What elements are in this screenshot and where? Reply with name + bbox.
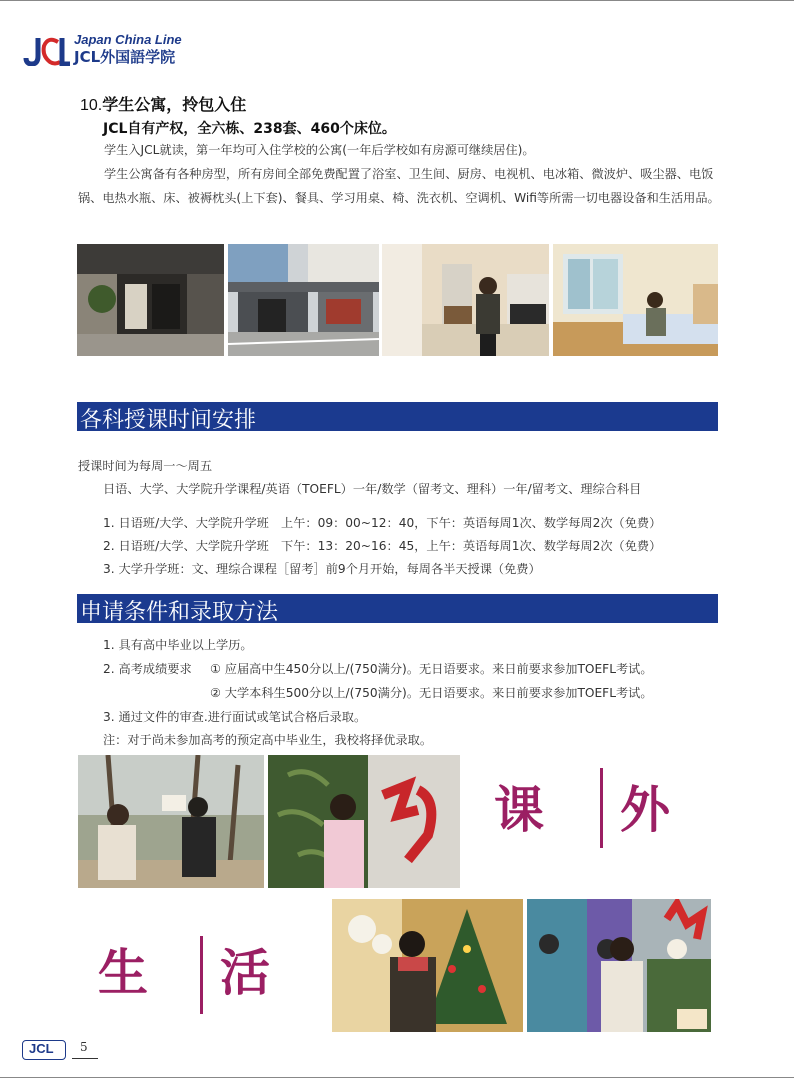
admission-item-1: 1. 具有高中毕业以上学历。: [103, 638, 253, 652]
admission-note: 注：对于尚未参加高考的预定高中毕业生，我校将择优录取。: [103, 733, 433, 747]
logo-english: Japan China Line: [74, 32, 182, 47]
page-number-underline: [72, 1058, 98, 1059]
schedule-intro: 授课时间为每周一～周五: [78, 459, 213, 473]
section-number: 10.: [80, 97, 103, 114]
life-photo-christmas: [332, 899, 523, 1032]
schedule-item-2: 2. 日语班/大学、大学院升学班 下午：13：20~16：45，上午：英语每周1次、数学每周2次（免费）: [103, 539, 662, 553]
dormitory-paragraph-1: 学生入JCL就读，第一年均可入住学校的公寓(一年后学校如有房源可继续居住)。: [104, 143, 535, 157]
admission-item-2b: ② 大学本科生500分以上/(750满分)。无日语要求。来日前要求参加TOEFL考试。: [210, 686, 653, 700]
admission-banner: [77, 594, 718, 623]
schedule-item-1: 1. 日语班/大学、大学院升学班 上午：09：00~12：40，下午：英语每周1次、数学每周2次（免费）: [103, 516, 662, 530]
extracurricular-photo-park: [78, 755, 264, 888]
footer-logo: [22, 1040, 66, 1060]
caption-life-divider: [200, 936, 203, 1014]
dorm-photo-entrance: [77, 244, 224, 356]
admission-heading: 申请条件和录取方法: [80, 600, 279, 625]
jcl-mark-icon: [22, 36, 70, 66]
page-border-top: [0, 0, 794, 1]
dormitory-title-text: 学生公寓，拎包入住: [102, 95, 247, 114]
dorm-photo-kitchen: [382, 244, 549, 356]
dorm-photo-bedroom: [553, 244, 718, 356]
dorm-photo-building: [228, 244, 379, 356]
page-number: 5: [80, 1040, 88, 1054]
extracurricular-photo-sign: [268, 755, 460, 888]
footer-logo-text: JCL: [29, 1041, 54, 1056]
dormitory-title: [80, 92, 246, 115]
schedule-banner: [77, 402, 718, 431]
dormitory-subtitle: JCL自有产权，全六栋、238套、460个床位。: [103, 121, 396, 137]
life-photo-flowers: [527, 899, 711, 1032]
caption-life-2: 活: [220, 943, 270, 1002]
dormitory-paragraph-2: 学生公寓备有各种房型，所有房间全部免费配置了浴室、卫生间、厨房、电视机、电冰箱、微波炉、吸尘器、电饭锅、电热水瓶、床、被褥枕头(上下套)、餐具、学习用桌、椅、洗衣机、空调机、Wifi等所需一切电器设备和生活用品。: [78, 167, 720, 205]
admission-item-2a: ① 应届高中生450分以上/(750满分)。无日语要求。来日前要求参加TOEFL考试。: [210, 662, 653, 676]
caption-extra-1: 课: [494, 780, 544, 839]
caption-life-1: 生: [98, 943, 148, 1002]
caption-extra-2: 外: [620, 780, 670, 839]
schedule-heading: 各科授课时间安排: [80, 408, 257, 433]
schedule-item-3: 3. 大学升学班：文、理综合课程［留考］前9个月开始，每周各半天授课（免费）: [103, 562, 541, 576]
schedule-courses: 日语、大学、大学院升学课程/英语（TOEFL）一年/数学（留考文、理科）一年/留考文、理综合科目: [103, 482, 642, 496]
admission-item-3: 3. 通过文件的审查.进行面试或笔试合格后录取。: [103, 710, 367, 724]
logo-chinese: JCL外国語学院: [74, 48, 176, 66]
admission-item-2-label: 2. 高考成绩要求: [103, 662, 192, 676]
caption-extra-divider: [600, 768, 603, 848]
